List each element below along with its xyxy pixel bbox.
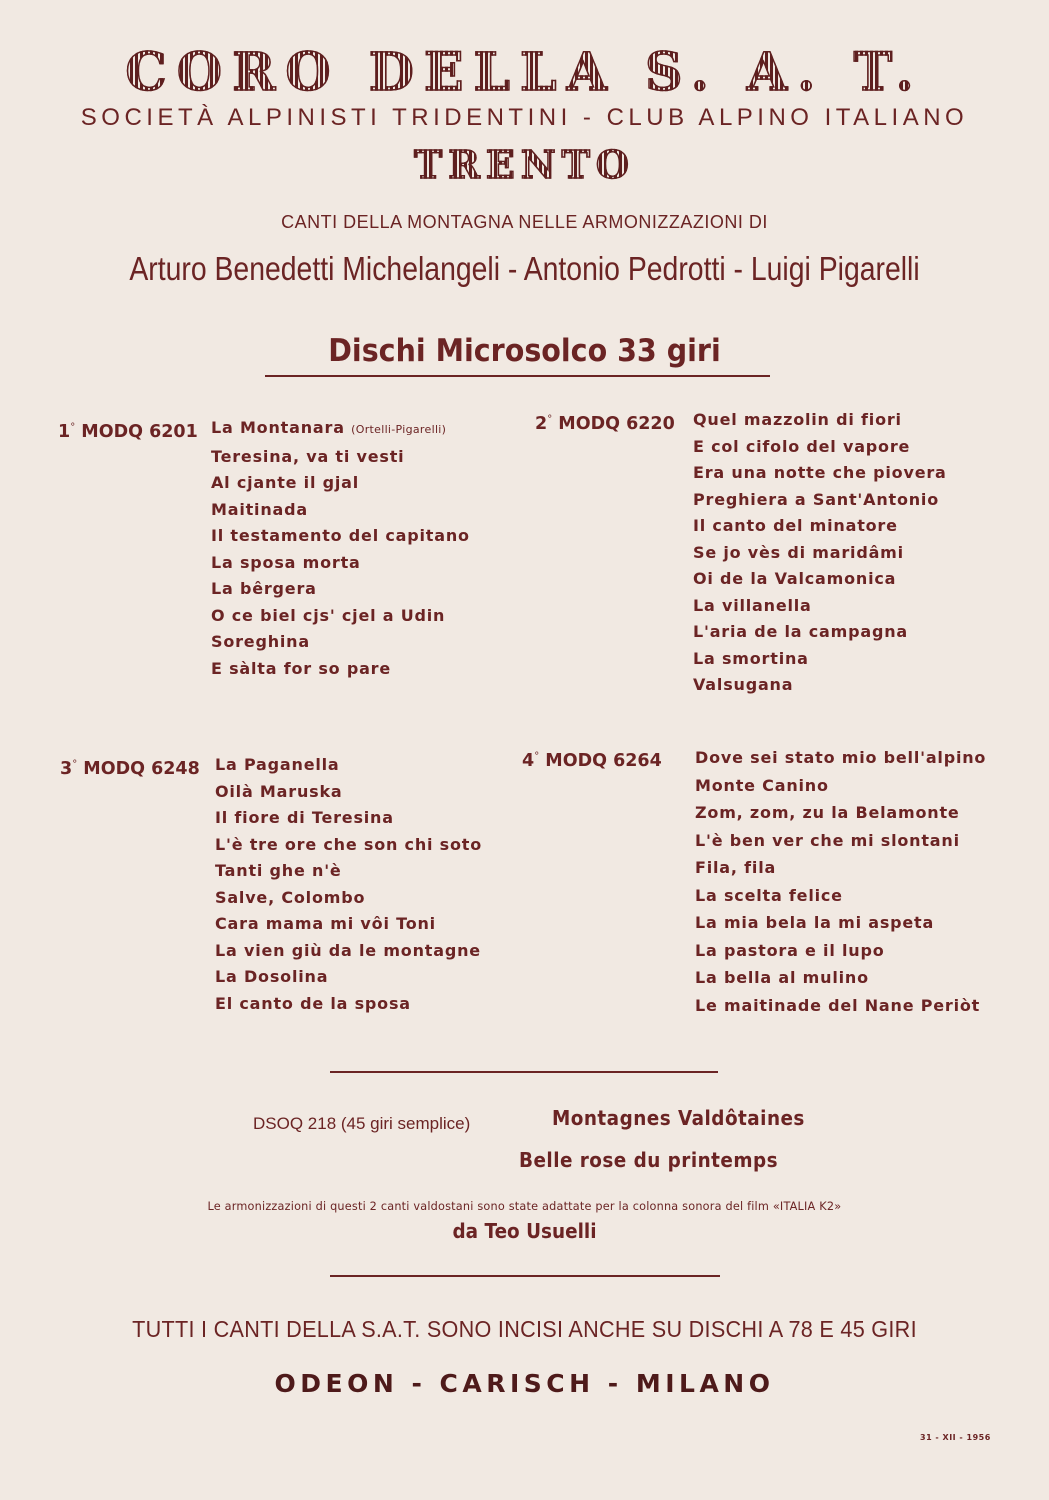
song-item: Zom, zom, zu la Belamonte <box>695 803 960 822</box>
song-item: Era una notte che piovera <box>693 463 947 482</box>
song-credit: (Ortelli-Pigarelli) <box>351 423 447 436</box>
arranger: da Teo Usuelli <box>452 1219 597 1243</box>
song-item: Oi de la Valcamonica <box>693 569 897 588</box>
record-number <box>58 415 198 445</box>
song-item: Soreghina <box>211 632 310 651</box>
song-item: Il fiore di Teresina <box>215 808 394 827</box>
ordinal-mark: ° <box>547 414 553 425</box>
single-catalog: DSOQ 218 (45 giri semplice) <box>253 1114 471 1133</box>
song-item: La sposa morta <box>211 552 361 572</box>
record-ordinal: 1 <box>58 421 71 442</box>
song-item <box>211 415 470 444</box>
ordinal-mark: ° <box>72 759 78 770</box>
single-note <box>0 1199 1049 1213</box>
song-item: La bella al mulino <box>695 968 869 987</box>
song-item: Preghiera a Sant'Antonio <box>693 489 940 509</box>
song-item: Teresina, va ti vesti <box>211 446 405 466</box>
choir-title-text: CORO DELLA S. A. T. <box>125 42 924 103</box>
record-number <box>535 407 675 437</box>
song-list <box>693 407 947 699</box>
divider <box>330 1275 720 1277</box>
composers: Arturo Benedetti Michelangeli - Antonio Pedrotti - Luigi Pigarelli <box>129 250 920 287</box>
song-item: Fila, fila <box>695 858 777 877</box>
song-item: O ce biel cjs' cjel a Udin <box>211 605 446 625</box>
record-catalog: MODQ 6201 <box>81 421 198 442</box>
song-item: La pastora e il lupo <box>695 940 885 960</box>
record-number <box>60 752 200 782</box>
song-item: Il testamento del capitano <box>211 526 470 545</box>
song-item: La Dosolina <box>215 967 329 986</box>
song-item: Valsugana <box>693 675 794 694</box>
song-item: Maitinada <box>211 499 308 519</box>
society-name: SOCIETÀ ALPINISTI TRIDENTINI - CLUB ALPINO ITALIANO <box>80 104 969 131</box>
song-list <box>695 744 986 1019</box>
record-catalog: MODQ 6248 <box>83 758 200 779</box>
record-ordinal: 2 <box>535 413 548 434</box>
song-item: L'è tre ore che son chi soto <box>215 834 483 854</box>
heading-underline <box>265 375 770 377</box>
record-number <box>522 744 662 774</box>
record-catalog: MODQ 6220 <box>558 413 675 434</box>
song-item: La mia bela la mi aspeta <box>695 913 935 932</box>
record-ordinal: 4 <box>522 750 535 771</box>
song-item: Monte Canino <box>695 775 829 795</box>
song-item: Salve, Colombo <box>215 887 366 907</box>
song-item: La villanella <box>693 595 812 615</box>
song-item: El canto de la sposa <box>215 993 411 1013</box>
city-name <box>0 142 1049 187</box>
city-name-text: TRENTO <box>414 142 635 187</box>
song-list <box>211 415 470 682</box>
ordinal-mark: ° <box>534 751 540 762</box>
song-item: L'è ben ver che mi slontani <box>695 830 960 850</box>
section-heading: Dischi Microsolco 33 giri <box>328 333 721 369</box>
song-item: La smortina <box>693 648 809 668</box>
song-item: Cara mama mi vôi Toni <box>215 914 436 933</box>
song-item: La Paganella <box>215 755 340 774</box>
song-list <box>215 752 482 1017</box>
song-title: La Montanara <box>211 418 345 437</box>
single-song: Belle rose du printemps <box>519 1148 779 1172</box>
song-item: Se jo vès di maridâmi <box>693 542 904 562</box>
record-ordinal: 3 <box>60 758 73 779</box>
song-item: L'aria de la campagna <box>693 622 909 641</box>
song-item: E col cifolo del vapore <box>693 436 911 456</box>
single-note-text: Le armonizzazioni di questi 2 canti valdostani sono state adattate per la colonna sonora del film «ITALIA K2» <box>207 1199 842 1213</box>
all-songs-note: TUTTI I CANTI DELLA S.A.T. SONO INCISI ANCHE SU DISCHI A 78 E 45 GIRI <box>132 1316 917 1342</box>
song-item: La bêrgera <box>211 579 317 598</box>
record-catalog: MODQ 6264 <box>545 750 662 771</box>
single-song: Montagnes Valdôtaines <box>552 1106 805 1130</box>
song-item: Tanti ghe n'è <box>215 861 342 880</box>
song-item: Dove sei stato mio bell'alpino <box>695 748 987 767</box>
song-item: E sàlta for so pare <box>211 658 392 678</box>
song-item: Al cjante il gjal <box>211 473 360 492</box>
song-item: La vien giù da le montagne <box>215 940 481 960</box>
choir-title <box>0 42 1049 103</box>
song-item: Oilà Maruska <box>215 781 343 801</box>
subtitle: CANTI DELLA MONTAGNA NELLE ARMONIZZAZIONI DI <box>281 212 768 232</box>
ordinal-mark: ° <box>70 422 76 433</box>
record-labels: ODEON - CARISCH - MILANO <box>274 1369 775 1398</box>
song-item: Le maitinade del Nane Periòt <box>695 995 981 1015</box>
song-item: La scelta felice <box>695 885 843 905</box>
divider <box>330 1071 718 1073</box>
song-item: Il canto del minatore <box>693 516 898 535</box>
song-item: Quel mazzolin di fiori <box>693 410 902 429</box>
print-date: 31 - XII - 1956 <box>920 1433 991 1442</box>
